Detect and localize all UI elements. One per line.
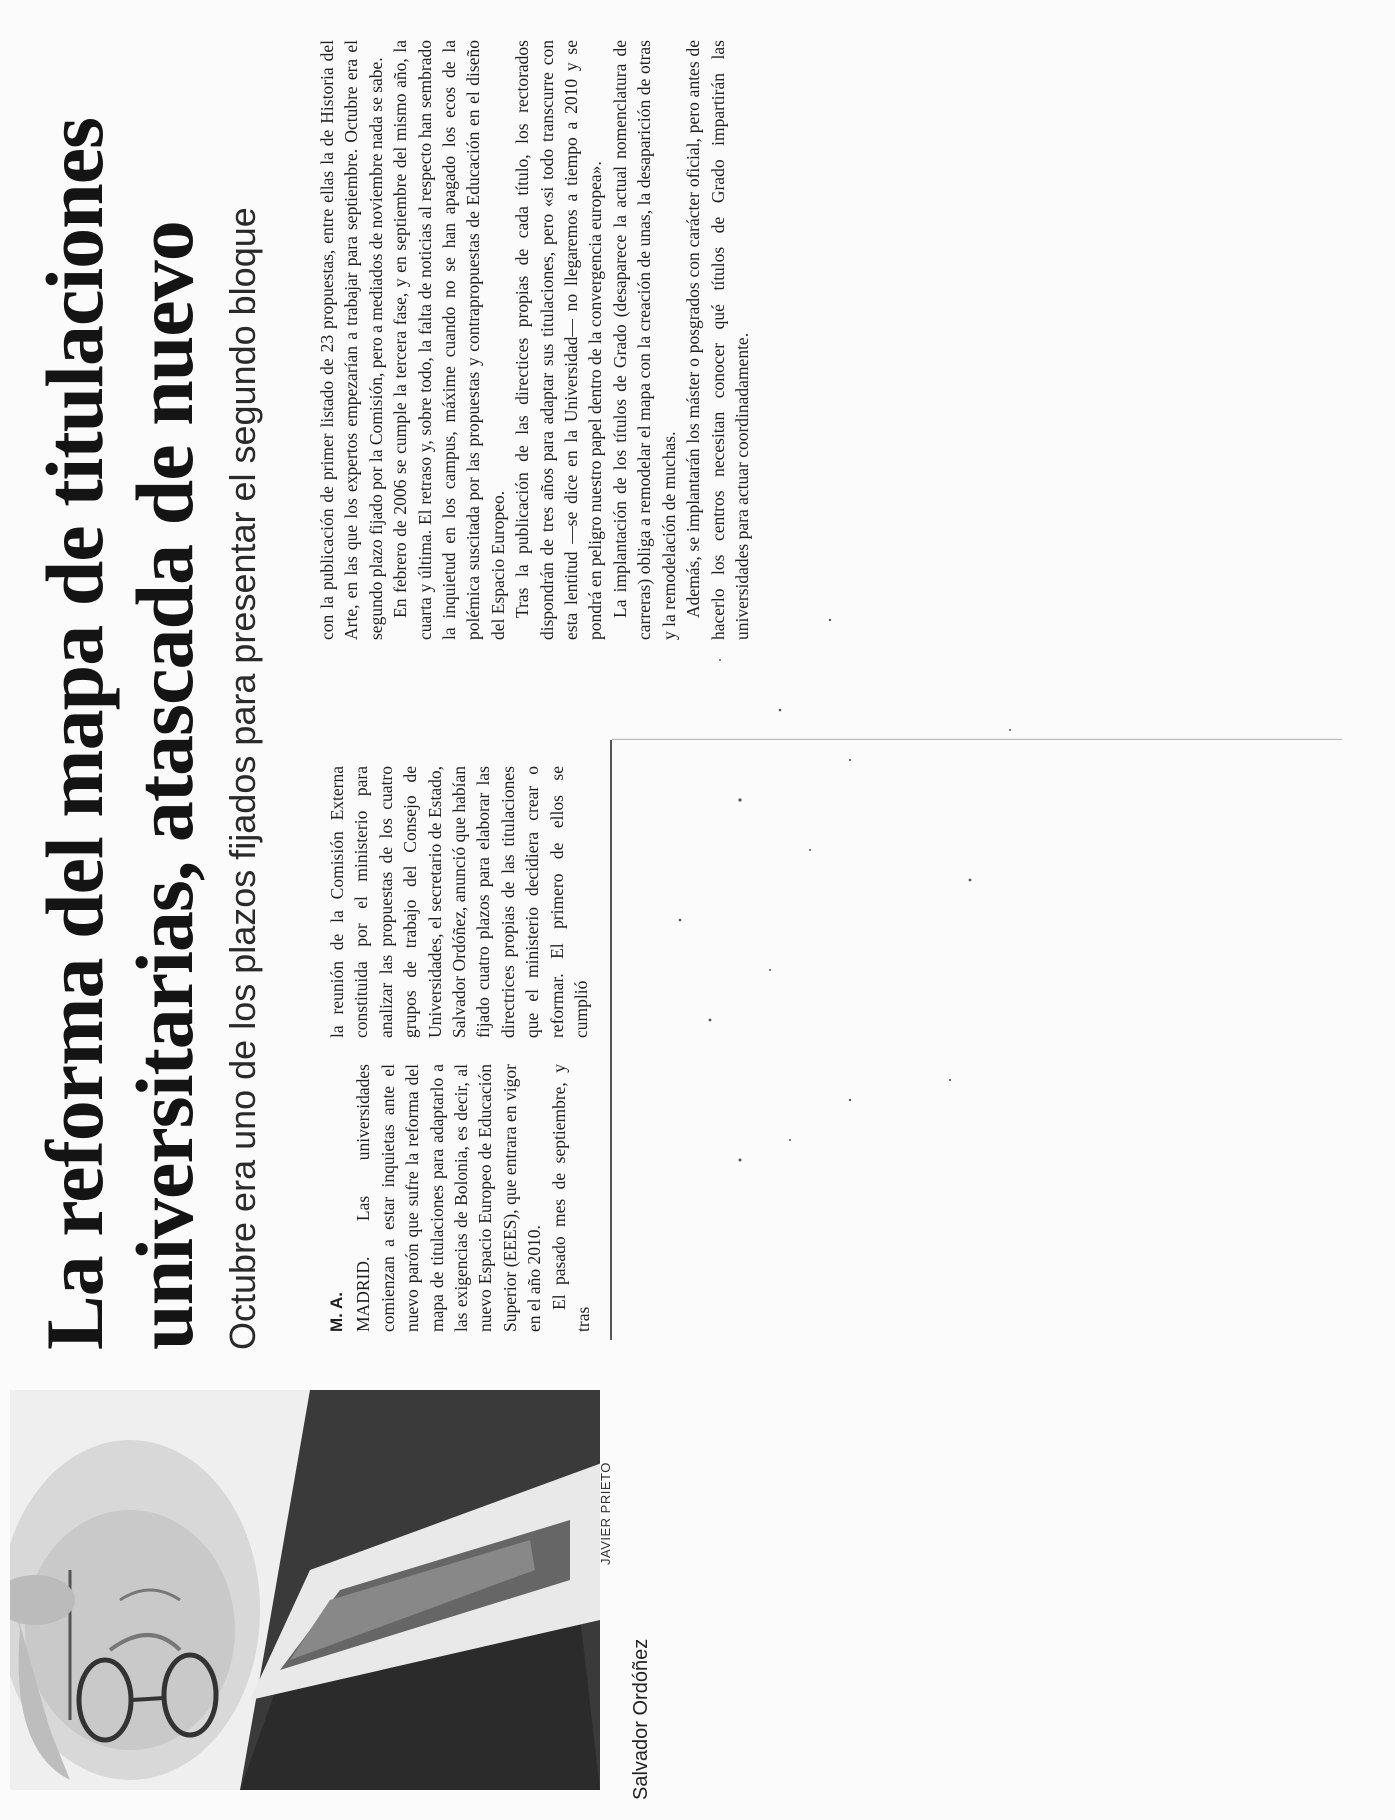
byline: M. A. xyxy=(327,1292,346,1332)
headline xyxy=(30,30,210,1350)
article-paragraph: la reunión de la Comisión Externa constituida por el ministerio para analizar las propuestas de los cuatro grupos de trabajo del Consejo de Universidades, el secretario de Estado, Salvador Ordóñez, anunció que habían fijado cuatro plazos para elaborar las directrices propias de las titulaciones que el ministerio decidiera crear o reformar. El primero de ellos se cumplió xyxy=(327,766,592,1038)
article-column-3 xyxy=(315,40,754,640)
article-column-1 xyxy=(325,1064,595,1332)
article-paragraph: La implantación de los títulos de Grado (desaparece la actual nomenclatura de carreras) obliga a remodelar el mapa con la creación de unas, la desaparición de otras y la remodelación de muchas. xyxy=(609,40,679,640)
article-paragraph: El pasado mes de septiembre, y tras xyxy=(548,1064,594,1332)
article-paragraph: Tras la publicación de las directices propias de cada título, los rectorados dispondrán de tres años para adaptar sus titulaciones, pero «si todo transcurre con esta lentitud —se dice en la Universidad— no llegaremos a tiempo a 2010 y se pondrá en peligro nuestro papel dentro de la convergencia europea». xyxy=(512,40,606,640)
article-paragraph: Además, se implantarán los máster o posgrados con carácter oficial, pero antes de hacerlo los centros necesitan conocer qué títulos de Grado impartirán las universidades para actuar coordinadamente. xyxy=(683,40,752,640)
headline-line-2: universitarias, atascada de nuevo xyxy=(119,221,210,1350)
scan-noise xyxy=(650,580,1150,1180)
column-divider-rule xyxy=(610,740,612,1340)
article-paragraph: MADRID. Las universidades comienzan a estar inquietas ante el nuevo parón que sufre la reforma del mapa de titulaciones para adaptarlo a las exigencias de Bolonia, es decir, al nuevo Espacio Europeo de Educación Superior (EEES), que entrara en vigor en el año 2010. xyxy=(353,1064,545,1332)
article-paragraph: En febrero de 2006 se cumple la tercera fase, y en septiembre del mismo año, la cuarta y última. El retraso y, sobre todo, la falta de noticias al respecto han sembrado la inquietud en los campus, máxime cuando no se han apagado los ecos de la polémica suscitada por las propuestas y contrapropuestas de Educación en el diseño del Espacio Europeo. xyxy=(390,40,508,640)
subheadline: Octubre era uno de los plazos fijados para presentar el segundo bloque xyxy=(222,207,263,1350)
portrait-illustration xyxy=(10,1390,600,1790)
portrait-photo xyxy=(10,1390,600,1790)
article-column-2 xyxy=(325,766,593,1038)
photo-caption: Salvador Ordóñez xyxy=(630,1638,652,1800)
photo-credit: JAVIER PRIETO xyxy=(598,1462,613,1565)
headline-line-1: La reforma del mapa de titulaciones xyxy=(29,117,120,1350)
article-paragraph: con la publicación de primer listado de 23 propuestas, entre ellas la de Historia del Arte, en las que los expertos empezarían a trabajar para septiembre. Octubre era el segundo plazo fijado por la Comisión, pero a mediados de noviembre nada se sabe. xyxy=(317,40,386,640)
